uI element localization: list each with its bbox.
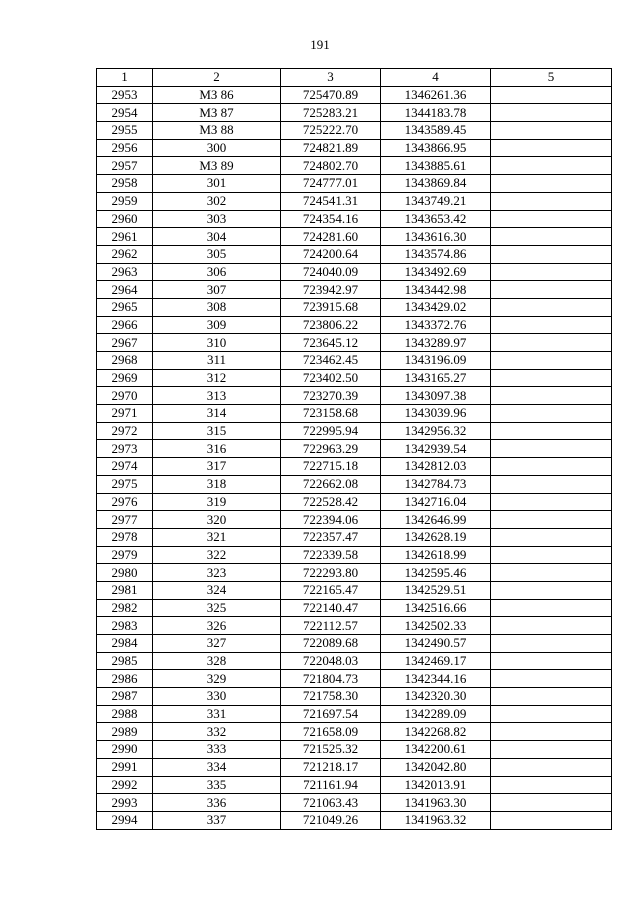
table-cell: 2962 [97, 245, 153, 263]
table-cell: 322 [153, 546, 281, 564]
table-row [97, 422, 612, 440]
table-cell: 2961 [97, 228, 153, 246]
table-cell: 1343097.38 [381, 387, 491, 405]
table-row [97, 617, 612, 635]
table-cell: 2975 [97, 475, 153, 493]
table-cell: 1343372.76 [381, 316, 491, 334]
table-cell: 2980 [97, 564, 153, 582]
table-cell: 311 [153, 352, 281, 370]
table-cell: 2990 [97, 741, 153, 759]
table-cell: 722339.58 [281, 546, 381, 564]
table-cell: МЗ 86 [153, 86, 281, 104]
table-body [97, 86, 612, 829]
table-cell: 1342618.99 [381, 546, 491, 564]
table-cell: 327 [153, 635, 281, 653]
table-cell: 317 [153, 458, 281, 476]
table-cell: 2970 [97, 387, 153, 405]
table-cell [491, 705, 612, 723]
table-row [97, 369, 612, 387]
table-cell: 1342595.46 [381, 564, 491, 582]
table-cell [491, 511, 612, 529]
table-cell: 1342716.04 [381, 493, 491, 511]
table-cell: 304 [153, 228, 281, 246]
table-cell: 2973 [97, 440, 153, 458]
table-cell [491, 387, 612, 405]
table-cell: 2964 [97, 281, 153, 299]
table-cell: 722112.57 [281, 617, 381, 635]
table-cell [491, 599, 612, 617]
table-cell [491, 475, 612, 493]
table-cell: 1342784.73 [381, 475, 491, 493]
table-row [97, 352, 612, 370]
table-cell: 329 [153, 670, 281, 688]
table-row [97, 157, 612, 175]
table-cell: 722528.42 [281, 493, 381, 511]
table-cell [491, 175, 612, 193]
table-cell [491, 139, 612, 157]
table-cell: 1342939.54 [381, 440, 491, 458]
table-row [97, 758, 612, 776]
table-cell: 303 [153, 210, 281, 228]
table-cell: 2987 [97, 688, 153, 706]
table-cell: 2988 [97, 705, 153, 723]
table-cell [491, 440, 612, 458]
table-cell: 1343885.61 [381, 157, 491, 175]
table-cell: 722140.47 [281, 599, 381, 617]
table-cell: 2966 [97, 316, 153, 334]
table-cell: 722048.03 [281, 652, 381, 670]
table-row [97, 741, 612, 759]
table-row [97, 281, 612, 299]
table-cell: 323 [153, 564, 281, 582]
table-cell [491, 422, 612, 440]
table-cell: 2982 [97, 599, 153, 617]
table-cell: 333 [153, 741, 281, 759]
table-cell: 307 [153, 281, 281, 299]
table-cell: 723270.39 [281, 387, 381, 405]
table-row [97, 635, 612, 653]
table-cell [491, 758, 612, 776]
table-row [97, 316, 612, 334]
table-cell: 1341963.30 [381, 794, 491, 812]
table-cell: 1342268.82 [381, 723, 491, 741]
table-cell: 308 [153, 298, 281, 316]
table-cell: 1342529.51 [381, 581, 491, 599]
table-cell: 2958 [97, 175, 153, 193]
table-cell: 722357.47 [281, 528, 381, 546]
table-cell: 723462.45 [281, 352, 381, 370]
table-cell: 1342502.33 [381, 617, 491, 635]
table-cell: 725222.70 [281, 122, 381, 140]
table-cell: 1342812.03 [381, 458, 491, 476]
table-cell: 2978 [97, 528, 153, 546]
table-row [97, 511, 612, 529]
table-cell: 724040.09 [281, 263, 381, 281]
table-cell: 722715.18 [281, 458, 381, 476]
table-cell: 722963.29 [281, 440, 381, 458]
table-row [97, 723, 612, 741]
table-cell: 721063.43 [281, 794, 381, 812]
table-cell: 724354.16 [281, 210, 381, 228]
table-cell [491, 741, 612, 759]
column-header: 1 [97, 69, 153, 87]
table-cell: 2954 [97, 104, 153, 122]
table-cell: 306 [153, 263, 281, 281]
table-cell [491, 334, 612, 352]
table-cell [491, 723, 612, 741]
table-cell [491, 281, 612, 299]
table-cell: 2979 [97, 546, 153, 564]
table-row [97, 192, 612, 210]
table-cell: 723942.97 [281, 281, 381, 299]
table-cell [491, 263, 612, 281]
table-cell: 1343574.86 [381, 245, 491, 263]
table-row [97, 334, 612, 352]
table-cell: МЗ 88 [153, 122, 281, 140]
table-cell: 1343869.84 [381, 175, 491, 193]
table-cell: 316 [153, 440, 281, 458]
table-cell: 721658.09 [281, 723, 381, 741]
table-cell: 2985 [97, 652, 153, 670]
table-row [97, 139, 612, 157]
table-cell: 723806.22 [281, 316, 381, 334]
column-header: 3 [281, 69, 381, 87]
table-cell: 721758.30 [281, 688, 381, 706]
table-row [97, 493, 612, 511]
table-cell: 300 [153, 139, 281, 157]
table-cell: 1342490.57 [381, 635, 491, 653]
table-row [97, 811, 612, 829]
table-cell: 724802.70 [281, 157, 381, 175]
table-cell: 1342042.80 [381, 758, 491, 776]
table-row [97, 298, 612, 316]
table-cell: 1343429.02 [381, 298, 491, 316]
table-cell: 2972 [97, 422, 153, 440]
table-cell [491, 192, 612, 210]
table-row [97, 652, 612, 670]
table-cell: 312 [153, 369, 281, 387]
table-cell: 2991 [97, 758, 153, 776]
table-row [97, 104, 612, 122]
table-cell: 313 [153, 387, 281, 405]
table-cell [491, 528, 612, 546]
table-row [97, 122, 612, 140]
table-row [97, 458, 612, 476]
table-cell: 1342200.61 [381, 741, 491, 759]
table-cell: 328 [153, 652, 281, 670]
table-cell [491, 581, 612, 599]
table-cell: 721161.94 [281, 776, 381, 794]
table-cell: 723915.68 [281, 298, 381, 316]
table-cell: 2977 [97, 511, 153, 529]
table-cell: 336 [153, 794, 281, 812]
table-cell: 722089.68 [281, 635, 381, 653]
table-cell: 722394.06 [281, 511, 381, 529]
table-cell [491, 122, 612, 140]
table-cell: 334 [153, 758, 281, 776]
coordinates-table [96, 68, 612, 830]
table-cell: 723402.50 [281, 369, 381, 387]
table-row [97, 564, 612, 582]
table-cell: 721697.54 [281, 705, 381, 723]
table-cell: 1343616.30 [381, 228, 491, 246]
table-row [97, 776, 612, 794]
table-cell: 723158.68 [281, 405, 381, 423]
table-cell: 1342013.91 [381, 776, 491, 794]
table-cell: 310 [153, 334, 281, 352]
table-cell: 302 [153, 192, 281, 210]
table-cell [491, 794, 612, 812]
table-cell: 1342344.16 [381, 670, 491, 688]
table-cell: 305 [153, 245, 281, 263]
table-row [97, 475, 612, 493]
table-row [97, 245, 612, 263]
table-cell: 1343442.98 [381, 281, 491, 299]
table-cell [491, 617, 612, 635]
table-row [97, 670, 612, 688]
table-cell: 1343289.97 [381, 334, 491, 352]
table-cell: 2989 [97, 723, 153, 741]
table-row [97, 599, 612, 617]
table-cell: 722165.47 [281, 581, 381, 599]
table-cell: 724200.64 [281, 245, 381, 263]
table-cell: 1343749.21 [381, 192, 491, 210]
table-header-row [97, 69, 612, 87]
table-cell: 722662.08 [281, 475, 381, 493]
column-header: 4 [381, 69, 491, 87]
table-cell: 2971 [97, 405, 153, 423]
table-cell: 1343165.27 [381, 369, 491, 387]
table-cell [491, 670, 612, 688]
table-cell: 330 [153, 688, 281, 706]
table-row [97, 405, 612, 423]
table-cell [491, 104, 612, 122]
table-cell: МЗ 89 [153, 157, 281, 175]
table-cell [491, 228, 612, 246]
table-cell: 1343653.42 [381, 210, 491, 228]
table-cell: 722995.94 [281, 422, 381, 440]
table-cell [491, 369, 612, 387]
table-cell: 2974 [97, 458, 153, 476]
table-cell: 724777.01 [281, 175, 381, 193]
table-cell: 2992 [97, 776, 153, 794]
table-cell [491, 157, 612, 175]
table-row [97, 794, 612, 812]
table-cell: 1342516.66 [381, 599, 491, 617]
column-header: 2 [153, 69, 281, 87]
table-cell: 2986 [97, 670, 153, 688]
table-row [97, 705, 612, 723]
table-cell: 301 [153, 175, 281, 193]
table-cell: 1342289.09 [381, 705, 491, 723]
table-cell: 319 [153, 493, 281, 511]
table-cell [491, 546, 612, 564]
table-cell: 337 [153, 811, 281, 829]
table-cell [491, 298, 612, 316]
table-cell: 1343039.96 [381, 405, 491, 423]
table-cell [491, 210, 612, 228]
table-cell: 2994 [97, 811, 153, 829]
table-cell: 326 [153, 617, 281, 635]
table-cell: 721525.32 [281, 741, 381, 759]
table-cell: 320 [153, 511, 281, 529]
table-cell: 724821.89 [281, 139, 381, 157]
table-cell: 325 [153, 599, 281, 617]
table-cell: 1344183.78 [381, 104, 491, 122]
table-cell: 1342956.32 [381, 422, 491, 440]
table-row [97, 528, 612, 546]
table-cell: 2981 [97, 581, 153, 599]
table-cell [491, 652, 612, 670]
table-cell: 2984 [97, 635, 153, 653]
table-cell: 309 [153, 316, 281, 334]
table-cell [491, 635, 612, 653]
table-cell: 2953 [97, 86, 153, 104]
table-cell [491, 564, 612, 582]
table-cell: 1342469.17 [381, 652, 491, 670]
table-cell: 2957 [97, 157, 153, 175]
table-cell: 324 [153, 581, 281, 599]
table-cell: 335 [153, 776, 281, 794]
table-cell: 1342628.19 [381, 528, 491, 546]
table-cell [491, 316, 612, 334]
table-cell: 723645.12 [281, 334, 381, 352]
table-cell: 314 [153, 405, 281, 423]
table-cell [491, 458, 612, 476]
table-cell: 321 [153, 528, 281, 546]
table-cell: 2965 [97, 298, 153, 316]
page-number: 191 [310, 37, 330, 52]
table-cell: 318 [153, 475, 281, 493]
table-row [97, 175, 612, 193]
table-cell: 2963 [97, 263, 153, 281]
table-cell: 315 [153, 422, 281, 440]
table-row [97, 263, 612, 281]
table-cell: 721804.73 [281, 670, 381, 688]
table-cell [491, 245, 612, 263]
table-cell [491, 493, 612, 511]
table-cell [491, 405, 612, 423]
table-cell: 2955 [97, 122, 153, 140]
table-cell: 2959 [97, 192, 153, 210]
column-header: 5 [491, 69, 612, 87]
table-cell: 722293.80 [281, 564, 381, 582]
table-cell [491, 776, 612, 794]
table-cell: 1342646.99 [381, 511, 491, 529]
table-cell: 2960 [97, 210, 153, 228]
table-cell: 2983 [97, 617, 153, 635]
table-cell: 332 [153, 723, 281, 741]
table-cell: МЗ 87 [153, 104, 281, 122]
table-cell: 1343492.69 [381, 263, 491, 281]
table-cell [491, 688, 612, 706]
table-row [97, 440, 612, 458]
table-row [97, 688, 612, 706]
table-cell: 2967 [97, 334, 153, 352]
table-cell: 721049.26 [281, 811, 381, 829]
table-cell: 331 [153, 705, 281, 723]
table-cell: 721218.17 [281, 758, 381, 776]
table-cell [491, 352, 612, 370]
table-cell: 724541.31 [281, 192, 381, 210]
table-cell: 1342320.30 [381, 688, 491, 706]
table-cell: 724281.60 [281, 228, 381, 246]
table-cell: 2993 [97, 794, 153, 812]
table-cell: 725470.89 [281, 86, 381, 104]
table-cell: 2976 [97, 493, 153, 511]
table-cell: 1346261.36 [381, 86, 491, 104]
table-cell: 2969 [97, 369, 153, 387]
table-cell: 725283.21 [281, 104, 381, 122]
table-cell: 2956 [97, 139, 153, 157]
table-cell: 2968 [97, 352, 153, 370]
table-cell: 1343866.95 [381, 139, 491, 157]
table-row [97, 210, 612, 228]
table-row [97, 387, 612, 405]
table-cell: 1341963.32 [381, 811, 491, 829]
table-cell [491, 811, 612, 829]
table-row [97, 86, 612, 104]
table-row [97, 228, 612, 246]
table-row [97, 546, 612, 564]
table-cell [491, 86, 612, 104]
table-cell: 1343589.45 [381, 122, 491, 140]
table-cell: 1343196.09 [381, 352, 491, 370]
table-row [97, 581, 612, 599]
